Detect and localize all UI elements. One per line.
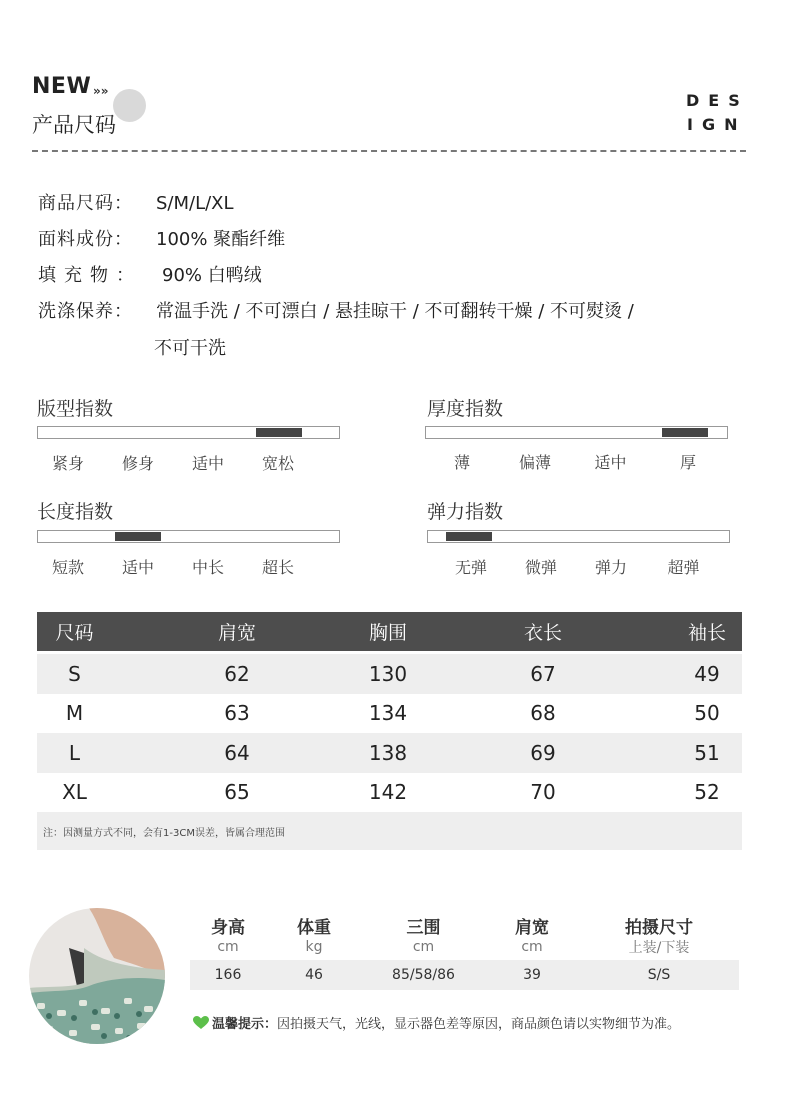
info-wash-label: 洗涤保养： xyxy=(38,301,133,322)
info-wash-value-line1: 常温手洗 / 不可漂白 / 悬挂晾干 / 不可翻转干燥 / 不可熨烫 / xyxy=(156,301,634,322)
heart-icon xyxy=(193,1016,209,1030)
model-unit: kg xyxy=(305,939,323,955)
info-filling-value: 90% 白鸭绒 xyxy=(162,265,262,286)
table-row xyxy=(37,654,742,694)
model-value-shoulder: 39 xyxy=(523,967,541,983)
header-size: 尺码 xyxy=(55,622,94,644)
model-header-shoot-size: 拍摄尺寸 xyxy=(625,917,693,938)
model-unit: cm xyxy=(521,939,543,955)
header-sleeve: 袖长 xyxy=(687,622,726,644)
model-unit: cm xyxy=(412,939,435,955)
cell-chest: 134 xyxy=(368,701,408,726)
info-filling-label: 填充物： xyxy=(38,265,142,286)
elasticity-label: 无弹 xyxy=(454,558,487,577)
elasticity-label: 超弹 xyxy=(667,558,700,577)
cell-sleeve: 50 xyxy=(694,701,720,726)
thickness-label: 偏薄 xyxy=(518,453,551,472)
cell-length: 68 xyxy=(530,701,556,726)
elasticity-index-marker xyxy=(446,532,492,541)
info-wash-value-line2: 不可干洗 xyxy=(154,338,226,359)
info-wash-row xyxy=(38,297,634,323)
warm-tip xyxy=(193,1013,680,1032)
model-units-row xyxy=(190,936,739,958)
cell-chest: 138 xyxy=(368,740,408,765)
tip-text: 因拍摄天气，光线，显示器色差等原因，商品颜色请以实物细节为准。 xyxy=(277,1017,681,1032)
fit-index-labels xyxy=(33,451,313,474)
model-unit: cm xyxy=(217,939,239,955)
model-value-shoot-size: S/S xyxy=(647,967,671,983)
cell-chest: 142 xyxy=(368,780,408,805)
length-index-title: 长度指数 xyxy=(37,501,114,523)
length-index-marker xyxy=(115,532,161,541)
info-size-row xyxy=(38,189,234,215)
design-text-line2: IGN xyxy=(687,115,747,134)
arrows-icon: »» xyxy=(93,84,109,98)
cell-shoulder: 64 xyxy=(224,740,250,765)
elasticity-index-bar xyxy=(427,530,730,543)
model-header-shoulder: 肩宽 xyxy=(515,917,549,938)
info-filling-row xyxy=(38,261,262,287)
cell-shoulder: 63 xyxy=(224,701,250,726)
fit-index-bar xyxy=(37,426,340,439)
thickness-index-labels xyxy=(427,450,728,473)
length-label: 适中 xyxy=(121,558,154,577)
thickness-index-title: 厚度指数 xyxy=(427,398,504,420)
fit-label: 适中 xyxy=(191,454,224,473)
model-measurements xyxy=(190,914,739,990)
cell-size: S xyxy=(68,661,81,686)
length-label: 超长 xyxy=(261,558,294,577)
info-fabric-row xyxy=(38,225,285,251)
table-row xyxy=(37,773,742,813)
info-size-label: 商品尺码： xyxy=(38,193,133,214)
model-value-measurements: 85/58/86 xyxy=(392,967,455,983)
cell-size: L xyxy=(68,740,81,765)
decorative-circle xyxy=(113,89,146,122)
cell-sleeve: 51 xyxy=(694,740,720,765)
measurement-note: 注：因测量方式不同，会有1-3CM误差，皆属合理范围 xyxy=(37,812,742,850)
elasticity-label: 弹力 xyxy=(594,558,627,577)
table-row xyxy=(37,733,742,773)
thickness-index-bar xyxy=(425,426,728,439)
thickness-label: 厚 xyxy=(679,453,696,472)
info-fabric-label: 面料成份： xyxy=(38,229,133,250)
elasticity-index-title: 弹力指数 xyxy=(427,501,504,523)
elasticity-index-labels xyxy=(436,555,721,578)
size-table-header xyxy=(37,612,742,651)
header-chest: 胸围 xyxy=(368,622,407,644)
info-size-value: S/M/L/XL xyxy=(156,193,234,214)
fit-label: 修身 xyxy=(121,454,154,473)
fit-label: 紧身 xyxy=(51,454,84,473)
cell-sleeve: 49 xyxy=(694,661,720,686)
cell-size: M xyxy=(65,701,84,726)
model-unit: 上装/下装 xyxy=(628,940,690,956)
model-photo-illustration xyxy=(29,908,165,1044)
tip-label: 温馨提示： xyxy=(212,1017,278,1032)
cell-length: 67 xyxy=(530,661,556,686)
model-value-height: 166 xyxy=(214,967,242,983)
model-photo xyxy=(29,908,165,1044)
thickness-label: 薄 xyxy=(453,453,470,472)
model-header-height: 身高 xyxy=(211,917,245,938)
model-header-weight: 体重 xyxy=(297,917,331,938)
elasticity-label: 微弹 xyxy=(524,558,557,577)
cell-length: 70 xyxy=(530,780,556,805)
model-values-row xyxy=(190,960,739,990)
thickness-label: 适中 xyxy=(594,453,627,472)
page-title: 产品尺码 xyxy=(32,113,116,137)
cell-length: 69 xyxy=(530,740,556,765)
cell-chest: 130 xyxy=(368,661,408,686)
size-table xyxy=(37,612,742,850)
cell-shoulder: 62 xyxy=(224,661,250,686)
fit-index-title: 版型指数 xyxy=(37,398,114,420)
header-shoulder: 肩宽 xyxy=(217,622,256,644)
thickness-index-marker xyxy=(662,428,708,437)
table-row xyxy=(37,694,742,734)
length-label: 中长 xyxy=(191,558,224,577)
length-label: 短款 xyxy=(51,558,84,577)
design-text-line1: DES xyxy=(686,91,749,110)
cell-shoulder: 65 xyxy=(224,780,250,805)
model-header-measurements: 三围 xyxy=(406,917,441,938)
model-header-row xyxy=(190,914,739,936)
info-fabric-value: 100% 聚酯纤维 xyxy=(156,229,286,250)
cell-sleeve: 52 xyxy=(694,780,720,805)
model-value-weight: 46 xyxy=(305,967,323,983)
dashed-divider xyxy=(32,150,746,152)
header-length: 衣长 xyxy=(523,622,562,644)
cell-size: XL xyxy=(62,780,87,805)
length-index-bar xyxy=(37,530,340,543)
new-label: NEW xyxy=(32,74,92,99)
fit-label: 宽松 xyxy=(261,454,294,473)
length-index-labels xyxy=(33,555,313,578)
fit-index-marker xyxy=(256,428,302,437)
